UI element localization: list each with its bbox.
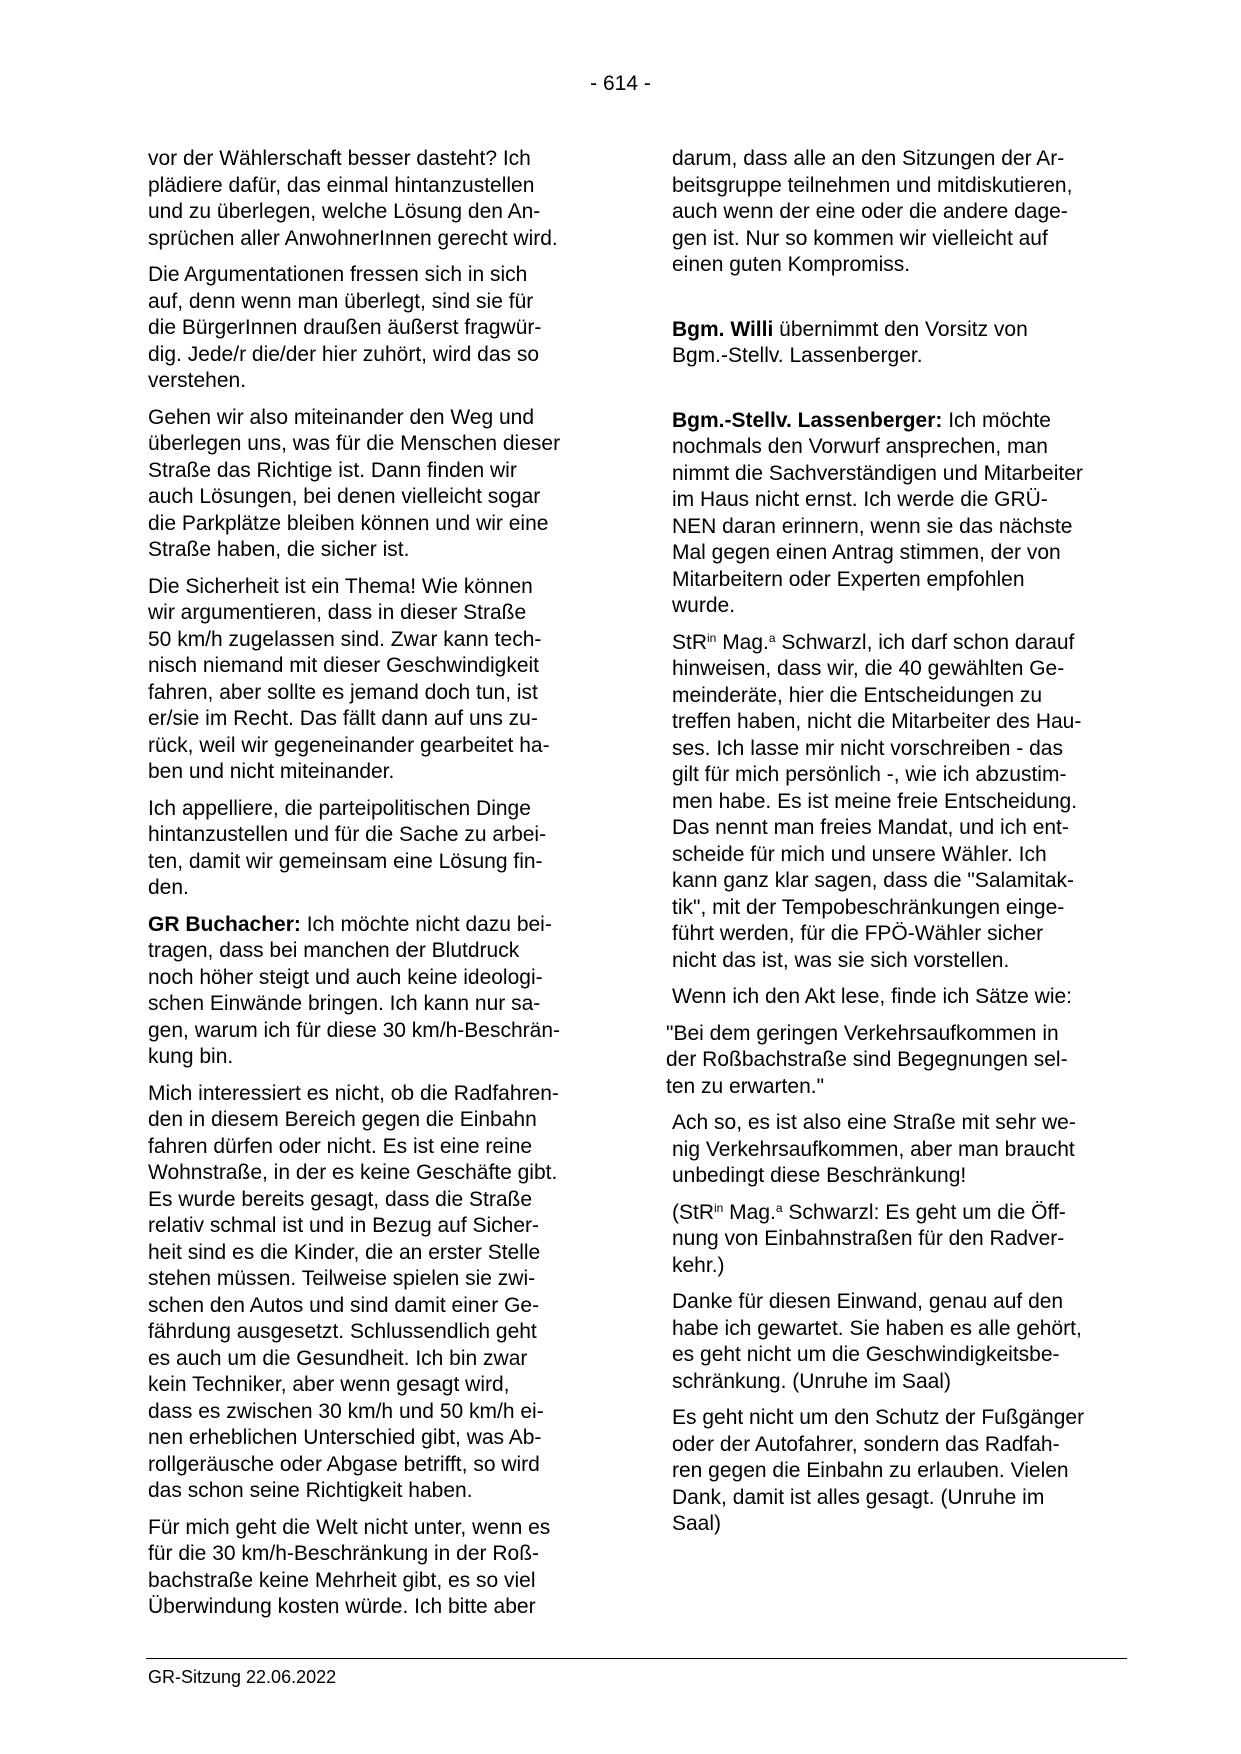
paragraph: Danke für diesen Einwand, genau auf den habe ich gewartet. Sie haben es alle gehört, es geht nicht um die Geschwindigkeitsbe- schränkung. (Unruhe im Saal) <box>672 1290 1082 1393</box>
interjection-text: Schwarzl: Es geht um die Öff- nung von Einbahnstraßen für den Radver- kehr.) <box>672 1200 1066 1277</box>
quote-paragraph: "Bei dem geringen Verkehrsaufkommen in der Roßbachstraße sind Begegnungen sel- ten zu erwarten." <box>666 1021 1068 1098</box>
paragraph: Wenn ich den Akt lese, finde ich Sätze wie: <box>672 985 1073 1008</box>
note-text: übernimmt den Vorsitz von Bgm.-Stellv. Lassenberger. <box>672 317 1028 367</box>
paragraph-text: Schwarzl, ich darf schon darauf hinweisen, dass wir, die 40 gewählten Ge- meinderäte, hier die Entscheidungen zu treffen haben, nicht die Mitarbeiter des Hau- ses. Ich lasse mir nicht vorschreiben - das gilt für mich persönlich -, wie ich abzustim- men habe. Es ist meine freie Entscheidung. Das nennt man freies Mandat, und ich ent- scheide für mich und unsere Wähler. Ich kann ganz klar sagen, dass die "Salamitak- tik", mit der Tempobeschränkungen einge- führt werden, für die FPÖ-Wähler sicher nicht das ist, was sie sich vorstellen. <box>672 630 1082 972</box>
paragraph: vor der Wählerschaft besser dasteht? Ich plädiere dafür, das einmal hintanzustellen und zu überlegen, welche Lösung den An- sprüchen aller AnwohnerInnen gerecht wird. <box>148 147 558 250</box>
title-abbrev: StR <box>672 630 708 654</box>
paragraph: Ach so, es ist also eine Straße mit sehr we- nig Verkehrsaufkommen, aber man braucht unbedingt diese Beschränkung! <box>672 1111 1076 1187</box>
left-column <box>148 146 610 1631</box>
title-abbrev: (StR <box>672 1200 714 1224</box>
page-number: - 614 - <box>590 72 651 95</box>
speech-text: Ich möchte nicht dazu bei- tragen, dass bei manchen der Blutdruck noch höher steigt und auch keine ideologi- schen Einwände bringen. Ich kann nur sa- gen, warum ich für diese 30 km/h-Beschrän- kung bin. <box>148 912 561 1068</box>
footer-session-date: GR-Sitzung 22.06.2022 <box>148 1667 337 1687</box>
paragraph <box>672 630 1127 975</box>
speech-paragraph <box>672 408 1127 620</box>
chair-change-note <box>672 317 1127 370</box>
superscript: in <box>714 1200 724 1215</box>
superscript: in <box>707 630 717 645</box>
speech-paragraph <box>148 912 610 1071</box>
speaker-name: Bgm. Willi <box>672 317 774 341</box>
paragraph: Es geht nicht um den Schutz der Fußgänger oder der Autofahrer, sondern das Radfah- ren gegen die Einbahn zu erlauben. Vielen Dank, damit ist alles gesagt. (Unruhe im Saal) <box>672 1406 1085 1535</box>
right-column <box>666 146 1127 1548</box>
paragraph: Für mich geht die Welt nicht unter, wenn es für die 30 km/h-Beschränkung in der Roß- bachstraße keine Mehrheit gibt, es so viel Überwindung kosten würde. Ich bitte aber <box>148 1515 551 1618</box>
paragraph: Ich appelliere, die parteipolitischen Dinge hintanzustellen und für die Sache zu arbei- ten, damit wir gemeinsam eine Lösung fin- den. <box>148 796 547 899</box>
paragraph: Gehen wir also miteinander den Weg und überlegen uns, was für die Menschen dieser Straße das Richtige ist. Dann finden wir auch Lösungen, bei denen vielleicht sogar die Parkplätze bleiben können und wir eine Straße haben, die sicher ist. <box>148 405 561 561</box>
paragraph: Die Sicherheit ist ein Thema! Wie können wir argumentieren, dass in dieser Straße 50 km/h zugelassen sind. Zwar kann tech- nisch niemand mit dieser Geschwindigkeit fahren, aber sollte es jemand doch tun, ist er/sie im Recht. Das fällt dann auf uns zu- rück, weil wir gegeneinander gearbeitet ha- ben und nicht miteinander. <box>148 574 550 783</box>
title-abbrev: Mag. <box>716 630 769 654</box>
speaker-name: GR Buchacher: <box>148 912 301 936</box>
superscript: a <box>768 630 776 645</box>
paragraph: Die Argumentationen fressen sich in sich auf, denn wenn man überlegt, sind sie für die BürgerInnen draußen äußerst fragwür- dig. Jede/r die/der hier zuhört, wird das so verstehen. <box>148 263 542 392</box>
title-abbrev: Mag. <box>723 1200 776 1224</box>
speech-text: Ich möchte nochmals den Vorwurf ansprechen, man nimmt die Sachverständigen und Mitarbeiter im Haus nicht ernst. Ich werde die GRÜ- NEN daran erinnern, wenn sie das nächste Mal gegen einen Antrag stimmen, der von Mitarbeitern oder Experten empfohlen wurde. <box>672 408 1083 617</box>
paragraph: Mich interessiert es nicht, ob die Radfahren- den in diesem Bereich gegen die Einbahn fahren dürfen oder nicht. Es ist eine reine Wohnstraße, in der es keine Geschäfte gibt. Es wurde bereits gesagt, dass die Straße relativ schmal ist und in Bezug auf Sicher- heit sind es die Kinder, die an erster Stelle stehen müssen. Teilweise spielen sie zwi- schen den Autos und sind damit einer Ge- fährdung ausgesetzt. Schlussendlich geht es auch um die Gesundheit. Ich bin zwar kein Techniker, aber wenn gesagt wird, dass es zwischen 30 km/h und 50 km/h ei- nen erheblichen Unterschied gibt, was Ab- rollgeräusche oder Abgase betrifft, so wird das schon seine Richtigkeit haben. <box>148 1081 559 1502</box>
superscript: a <box>775 1200 783 1215</box>
footer-divider <box>146 1658 1127 1659</box>
speaker-name: Bgm.-Stellv. Lassenberger: <box>672 408 943 432</box>
interjection <box>672 1200 1127 1280</box>
paragraph: darum, dass alle an den Sitzungen der Ar- beitsgruppe teilnehmen und mitdiskutieren, auch wenn der eine oder die andere dage- gen ist. Nur so kommen wir vielleicht auf einen guten Kompromiss. <box>672 147 1073 276</box>
